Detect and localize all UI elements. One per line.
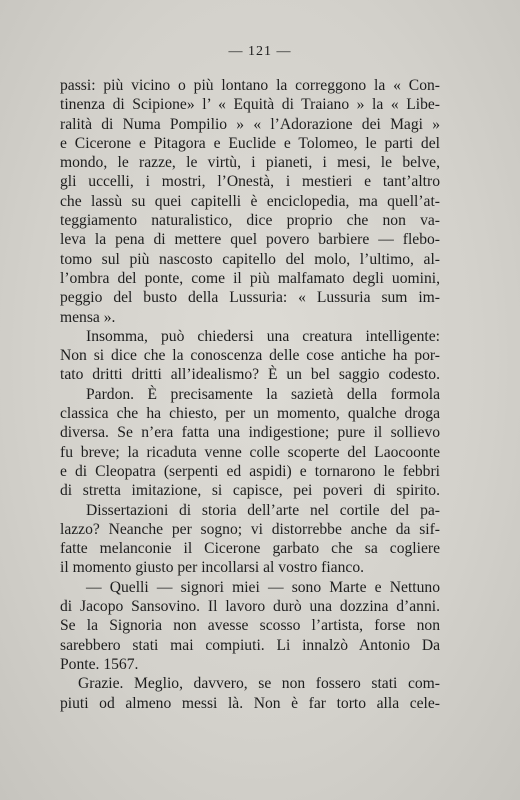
text-line: Grazie. Meglio, davvero, se non fossero stati com- bbox=[78, 675, 440, 693]
text-line: passi: più vicino o più lontano la correggono la « Con- bbox=[60, 77, 440, 94]
text-line: fatte melanconie il Cicerone garbato che sa cogliere bbox=[60, 540, 440, 558]
text-line: di Jacopo Sansovino. Il lavoro durò una dozzina d’anni. bbox=[60, 598, 440, 616]
text-line: Non si dice che la conoscenza delle cose antiche ha por- bbox=[60, 347, 440, 365]
text-line: Dissertazioni di storia dell’arte nel cortile del pa- bbox=[86, 501, 440, 519]
text-line: teggiamento naturalistico, dice proprio che non va- bbox=[60, 212, 440, 230]
text-line: — Quelli — signori miei — sono Marte e Nettuno bbox=[86, 578, 440, 596]
text-line: diversa. Se n’era fatta una indigestione; pure il sollievo bbox=[60, 424, 440, 442]
text-line: mensa ». bbox=[60, 308, 116, 326]
text-line: Se la Signoria non avesse scosso l’artista, forse non bbox=[60, 617, 440, 635]
text-line: lazzo? Neanche per sogno; vi distorrebbe anche da sif- bbox=[60, 520, 440, 538]
text-line: Ponte. 1567. bbox=[60, 655, 139, 673]
text-line: leva la pena di mettere quel povero barbiere — flebo- bbox=[60, 231, 440, 249]
text-line: peggio del busto della Lussuria: « Lussuria sum im- bbox=[60, 289, 440, 307]
text-line: ralità di Numa Pompilio » « l’Adorazione dei Magi » bbox=[60, 115, 440, 133]
body-text bbox=[60, 76, 440, 713]
text-line: di stretta imitazione, si capisce, pei poveri di spirito. bbox=[60, 482, 440, 500]
text-line: sarebbero stati mai compiuti. Li innalzò Antonio Da bbox=[60, 636, 440, 654]
text-line: l’ombra del ponte, come il più malfamato degli uomini, bbox=[60, 269, 440, 287]
text-line: classica che ha chiesto, per un momento, qualche droga bbox=[60, 405, 440, 423]
text-line: tomo sul più nascosto capitello del molo, l’ultimo, al- bbox=[60, 250, 440, 268]
text-line: fu breve; la ricaduta venne colle scoperte del Laocoonte bbox=[60, 443, 440, 461]
text-line: mondo, le razze, le virtù, i pianeti, i mesi, le belve, bbox=[60, 154, 440, 172]
text-line: piuti od almeno messi là. Non è far torto alla cele- bbox=[60, 694, 440, 712]
text-line: il momento giusto per incollarsi al vostro fianco. bbox=[60, 559, 365, 577]
text-line: tato dritti dritti all’idealismo? È un bel saggio codesto. bbox=[60, 366, 440, 384]
text-line: e Cicerone e Pitagora e Euclide e Tolomeo, le parti del bbox=[60, 134, 440, 152]
page-number: — 121 — bbox=[228, 44, 292, 59]
text-line: che lassù su quei capitelli è enciclopedia, ma quell’at- bbox=[60, 192, 440, 210]
text-line: Insomma, può chiedersi una creatura intelligente: bbox=[86, 327, 440, 345]
text-line: Pardon. È precisamente la sazietà della formola bbox=[86, 385, 440, 403]
text-line: tinenza di Scipione» l’ « Equità di Traiano » la « Libe- bbox=[60, 96, 440, 114]
text-line: gli uccelli, i mostri, l’Onestà, i mestieri e tant’altro bbox=[60, 173, 440, 191]
text-line: e di Cleopatra (serpenti ed aspidi) e tornarono le febbri bbox=[60, 462, 440, 480]
